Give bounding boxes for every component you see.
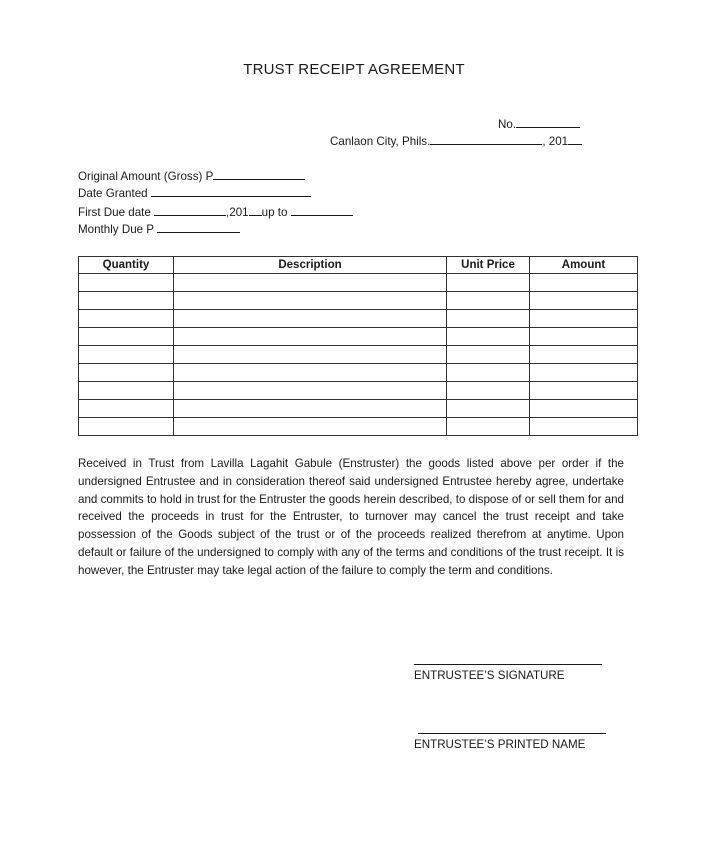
- date-granted-field: [78, 186, 311, 200]
- quantity-cell[interactable]: [79, 310, 174, 328]
- up-to-blank: [291, 205, 353, 216]
- amount-cell[interactable]: [530, 346, 638, 364]
- amount-cell[interactable]: [530, 364, 638, 382]
- amount-cell[interactable]: [530, 274, 638, 292]
- place-label: Canlaon City, Phils.: [330, 135, 431, 148]
- date-blank: [430, 134, 542, 145]
- document-title: TRUST RECEIPT AGREEMENT: [243, 61, 465, 78]
- amount-cell[interactable]: [530, 418, 638, 436]
- year-prefix: , 201: [542, 135, 569, 148]
- header-unit-price: Unit Price: [447, 257, 530, 274]
- signature-line: [414, 664, 602, 665]
- quantity-cell[interactable]: [79, 274, 174, 292]
- number-blank: [516, 117, 580, 128]
- quantity-cell[interactable]: [79, 346, 174, 364]
- quantity-cell[interactable]: [79, 328, 174, 346]
- number-label: No.: [498, 118, 517, 131]
- description-cell[interactable]: [174, 292, 447, 310]
- header-description: Description: [174, 257, 447, 274]
- amount-cell[interactable]: [530, 400, 638, 418]
- quantity-cell[interactable]: [79, 364, 174, 382]
- unit-price-cell[interactable]: [447, 274, 530, 292]
- unit-price-cell[interactable]: [447, 292, 530, 310]
- quantity-cell[interactable]: [79, 382, 174, 400]
- goods-table: [78, 256, 638, 436]
- unit-price-cell[interactable]: [447, 400, 530, 418]
- signature-label: ENTRUSTEE’S SIGNATURE: [414, 669, 565, 682]
- table-row: [79, 418, 638, 436]
- number-field: [498, 117, 580, 131]
- unit-price-cell[interactable]: [447, 418, 530, 436]
- unit-price-cell[interactable]: [447, 328, 530, 346]
- table-row: [79, 364, 638, 382]
- agreement-text: Received in Trust from Lavilla Lagahit Gabule (Enstruster) the goods listed above per order if the undersigned Entrustee and in consideration thereof said undersigned Entrustee hereby agree, undertake and commits to hold in trust for the Entruster the goods herein described, to dispose of or sell them for and received the proceeds in trust for the Entruster, to turnover may cancel the trust receipt and take possession of the Goods subject of the trust or of the proceeds realized therefrom at anytime. Upon default or failure of the undersigned to comply with any of the terms and conditions of the trust receipt. It is however, the Entruster may take legal action of the failure to comply the term and conditions.: [78, 457, 624, 577]
- table-row: [79, 382, 638, 400]
- table-row: [79, 328, 638, 346]
- original-amount-blank: [213, 169, 305, 180]
- date-granted-blank: [151, 186, 311, 197]
- quantity-cell[interactable]: [79, 292, 174, 310]
- table-row: [79, 346, 638, 364]
- amount-cell[interactable]: [530, 292, 638, 310]
- printed-name-line: [418, 733, 606, 734]
- table-row: [79, 274, 638, 292]
- table-header-row: [79, 257, 638, 274]
- amount-cell[interactable]: [530, 310, 638, 328]
- quantity-cell[interactable]: [79, 400, 174, 418]
- original-amount-field: [78, 169, 305, 183]
- quantity-cell[interactable]: [79, 418, 174, 436]
- unit-price-cell[interactable]: [447, 382, 530, 400]
- date-granted-label: Date Granted: [78, 187, 148, 200]
- first-due-year: ,201: [226, 206, 249, 219]
- description-cell[interactable]: [174, 400, 447, 418]
- description-cell[interactable]: [174, 274, 447, 292]
- monthly-due-label: Monthly Due P: [78, 223, 154, 236]
- table-row: [79, 292, 638, 310]
- description-cell[interactable]: [174, 310, 447, 328]
- first-due-label: First Due date: [78, 206, 151, 219]
- unit-price-cell[interactable]: [447, 346, 530, 364]
- table-row: [79, 310, 638, 328]
- amount-cell[interactable]: [530, 328, 638, 346]
- amount-cell[interactable]: [530, 382, 638, 400]
- first-due-blank: [154, 205, 226, 216]
- year-blank: [568, 134, 582, 145]
- monthly-due-field: [78, 222, 240, 236]
- description-cell[interactable]: [174, 382, 447, 400]
- table-row: [79, 400, 638, 418]
- header-quantity: Quantity: [79, 257, 174, 274]
- first-due-field: [78, 205, 353, 219]
- monthly-due-blank: [157, 222, 240, 233]
- original-amount-label: Original Amount (Gross) P: [78, 170, 214, 183]
- up-to-label: up to: [261, 206, 288, 219]
- description-cell[interactable]: [174, 346, 447, 364]
- unit-price-cell[interactable]: [447, 310, 530, 328]
- place-date-field: [330, 134, 582, 148]
- first-due-year-blank: [249, 205, 262, 216]
- description-cell[interactable]: [174, 364, 447, 382]
- unit-price-cell[interactable]: [447, 364, 530, 382]
- description-cell[interactable]: [174, 328, 447, 346]
- description-cell[interactable]: [174, 418, 447, 436]
- printed-name-label: ENTRUSTEE’S PRINTED NAME: [414, 738, 586, 751]
- header-amount: Amount: [530, 257, 638, 274]
